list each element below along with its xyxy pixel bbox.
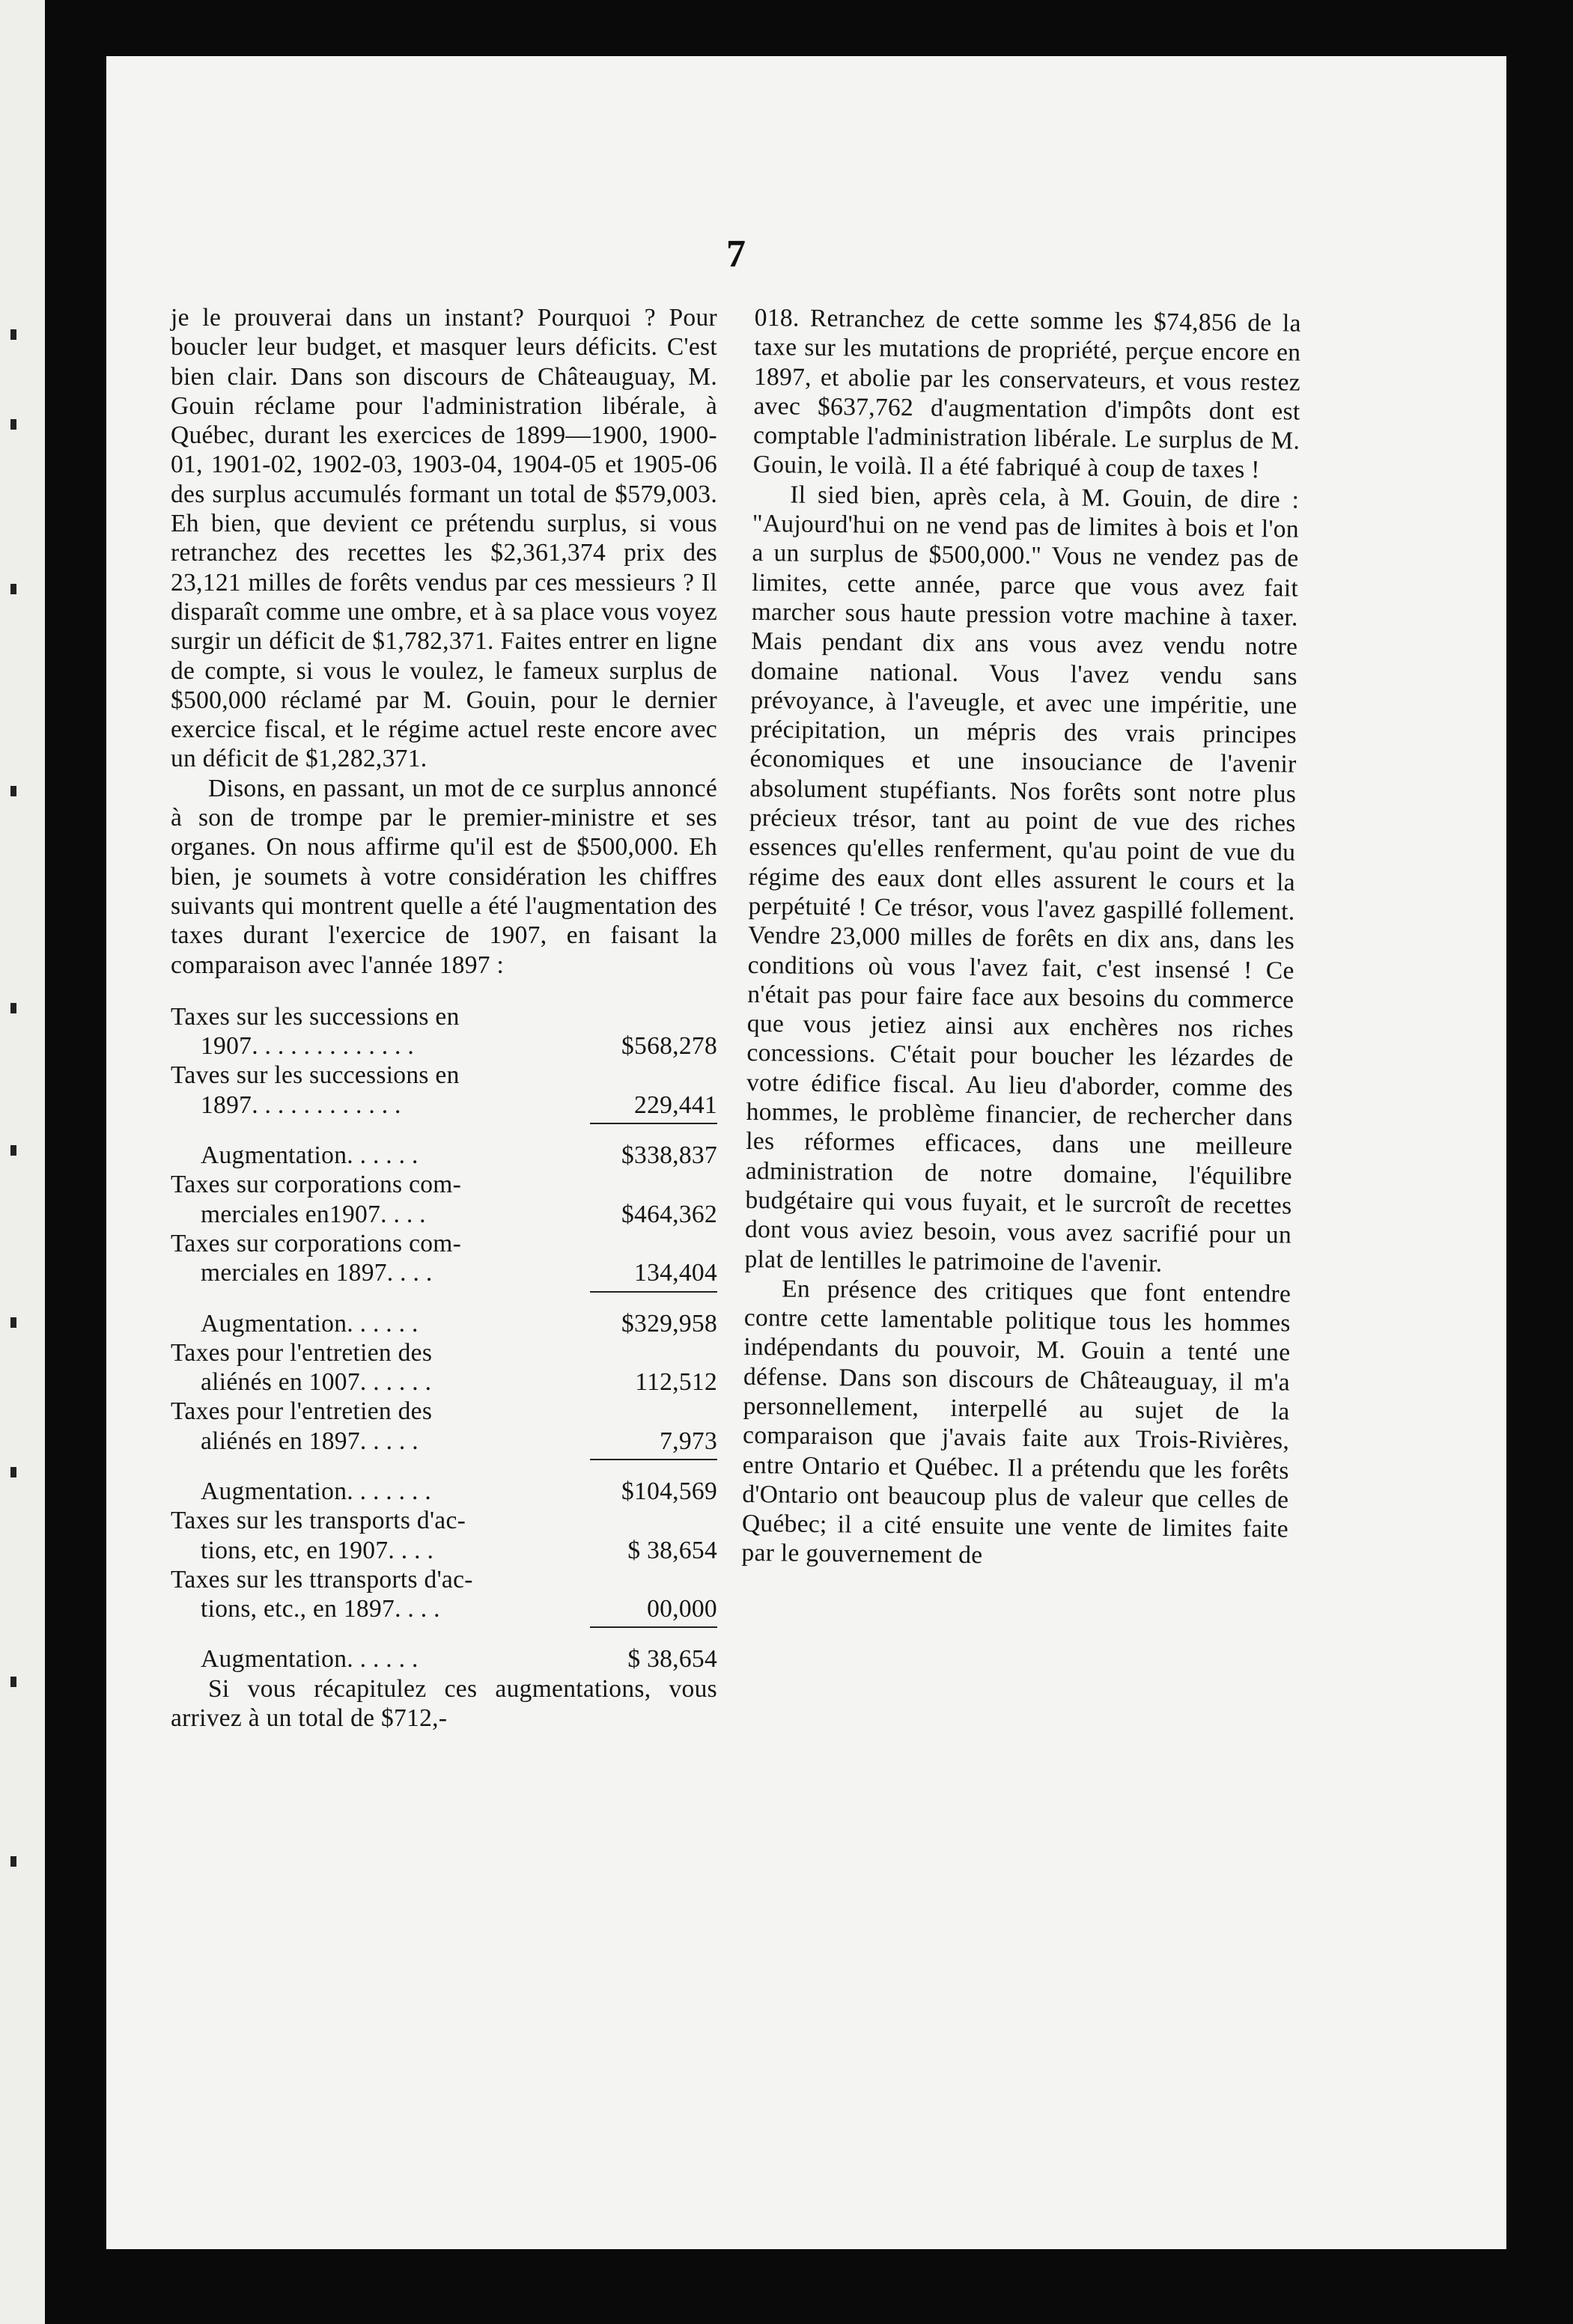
- tax-row-year: tions, etc, en 1907. . . .: [201, 1536, 434, 1564]
- edge-mark: [10, 419, 16, 430]
- tax-row: [171, 1031, 717, 1061]
- edge-mark: [10, 1677, 16, 1687]
- tax-row-label: Taxes sur les successions en: [171, 1002, 460, 1031]
- tax-amount: 229,441: [634, 1091, 717, 1119]
- tax-amount: 134,404: [634, 1259, 717, 1287]
- tax-amount: $464,362: [621, 1200, 717, 1228]
- total-label: Augmentation. . . . . .: [201, 1141, 419, 1170]
- tax-total-row: [171, 1477, 717, 1506]
- tax-row: [171, 1536, 717, 1565]
- tax-total-row: [171, 1644, 717, 1674]
- sum-rule: [590, 1123, 717, 1124]
- paragraph: Si vous récapitulez ces augmentations, vous arrivez à un total de $712,-: [171, 1674, 717, 1733]
- tax-row: [171, 1258, 717, 1287]
- tax-row-year: merciales en1907. . . .: [201, 1200, 426, 1228]
- tax-row-label: Taxes pour l'entretien des: [171, 1397, 433, 1426]
- right-column: [741, 303, 1301, 1573]
- left-column: [171, 303, 717, 1733]
- edge-mark: [10, 1467, 16, 1477]
- sum-rule: [590, 1291, 717, 1293]
- total-amount: $104,569: [621, 1477, 717, 1505]
- edge-mark: [10, 1856, 16, 1867]
- edge-mark: [10, 329, 16, 340]
- tax-amount: 112,512: [635, 1368, 717, 1397]
- tax-row: [171, 1091, 717, 1120]
- edge-mark: [10, 1317, 16, 1328]
- tax-row: [171, 1594, 717, 1623]
- tax-row-year: merciales en 1897. . . .: [201, 1259, 433, 1287]
- tax-comparison-table: [171, 1002, 717, 1674]
- tax-row: [171, 1427, 717, 1456]
- edge-mark: [10, 1003, 16, 1013]
- tax-row-year: aliénés en 1897. . . . .: [201, 1427, 419, 1455]
- paragraph: En présence des critiques que font entendre contre cette lamentable politique tous les hommes indépendants du pouvoir, M. Gouin a tenté une défense. Dans son discours de Châteauguay, il m'a personnellement, interpellé au sujet de la comparaison que j'avais faite aux Trois-Rivières, entre Ontario et Québec. Il a prétendu que les forêts d'Ontario ont beaucoup plus de valeur que celles de Québec; il a cité ensuite une vente de limites faite par le gouvernement de: [741, 1275, 1291, 1570]
- tax-row-year: 1907. . . . . . . . . . . . .: [201, 1032, 415, 1061]
- tax-row: [171, 1200, 717, 1229]
- sum-rule: [590, 1459, 717, 1460]
- total-amount: $329,958: [621, 1309, 717, 1338]
- total-amount: $338,837: [621, 1141, 717, 1170]
- tax-row-label: Taxes sur les ttransports d'ac-: [171, 1565, 473, 1593]
- tax-row-label: Taxes sur corporations com-: [171, 1171, 462, 1199]
- tax-amount: 7,973: [660, 1427, 717, 1455]
- edge-mark: [10, 584, 16, 594]
- paragraph: je le prouverai dans un instant? Pourquoi ? Pour boucler leur budget, et masquer leurs déficits. C'est bien clair. Dans son discours de Châteauguay, M. Gouin réclame pour l'administration libérale, à Québec, durant les exercices de 1899—1900, 1900-01, 1901-02, 1902-03, 1903-04, 1904-05 et 1905-06 des surplus accumulés formant un total de $579,003. Eh bien, que devient ce prétendu surplus, si vous retranchez des recettes les $2,361,374 prix des 23,121 milles de forêts vendus par ces messieurs ? Il disparaît comme une ombre, et à sa place vous voyez surgir un déficit de $1,782,371. Faites entrer en ligne de compte, si vous le voulez, le fameux surplus de $500,000 réclamé par M. Gouin, pour le dernier exercice fiscal, et le régime actuel reste encore avec un déficit de $1,282,371.: [171, 304, 717, 773]
- paragraph: Disons, en passant, un mot de ce surplus annoncé à son de trompe par le premier-ministre et ses organes. On nous affirme qu'il est de $500,000. Eh bien, je soumets à votre considération les chiffres suivants qui montrent quelle a été l'augmentation des taxes durant l'exercice de 1907, en faisant la comparaison avec l'année 1897 :: [171, 774, 717, 979]
- tax-row-label: Taves sur les successions en: [171, 1061, 460, 1090]
- total-amount: $ 38,654: [627, 1645, 717, 1674]
- edge-mark: [10, 1145, 16, 1156]
- sum-rule: [590, 1626, 717, 1628]
- edge-mark: [10, 786, 16, 796]
- tax-amount: $568,278: [621, 1032, 717, 1061]
- tax-row-label: Taxes sur les transports d'ac-: [171, 1507, 466, 1535]
- tax-row-label: Taxes pour l'entretien des: [171, 1338, 433, 1367]
- tax-row: [171, 1367, 717, 1397]
- tax-row-year: 1897. . . . . . . . . . . .: [201, 1091, 401, 1119]
- tax-total-row: [171, 1141, 717, 1170]
- tax-row-label: Taxes sur corporations com-: [171, 1229, 462, 1257]
- total-label: Augmentation. . . . . .: [201, 1309, 419, 1338]
- paragraph: Il sied bien, après cela, à M. Gouin, de dire : "Aujourd'hui on ne vend pas de limites à bois et l'on a un surplus de $500,000." Vous ne vendez pas de limites, cette année, parce que vous avez fait marcher sous haute pression votre machine à taxer. Mais pendant dix ans vous avez vendu notre domaine national. Vous l'avez vendu sans prévoyance, à l'aveugle, et avec une impéritie, une précipitation, un mépris des vrais principes économiques et une insouciance de l'avenir absolument stupéfiants. Nos forêts sont notre plus précieux trésor, tant au point de vue des riches essences qu'elles renferment, qu'au point de vue du régime des eaux dont elles assurent le cours et la perpétuité ! Ce trésor, vous l'avez gaspillé follement. Vendre 23,000 milles de forêts en dix ans, dans les conditions où vous l'avez fait, c'est insensé ! Ce n'était pas pour faire face aux besoins du commerce que vous jetiez ainsi aux enchères nos riches concessions. C'était pour boucher les lézardes de votre édifice fiscal. Au lieu d'aborder, comme des hommes, le problème financier, de rechercher dans les réformes efficaces, dans une meilleure administration de notre domaine, l'équilibre budgétaire qui vous fuyait, et le surcroît de recettes dont vous aviez besoin, vous avez sacrifié pour un plat de lentilles le patrimoine de l'avenir.: [744, 481, 1300, 1278]
- paragraph: 018. Retranchez de cette somme les $74,856 de la taxe sur les mutations de propriété, perçue encore en 1897, et abolie par les conservateurs, et vous restez avec $637,762 d'augmentation d'impôts dont est comptable l'administration libérale. Le surplus de M. Gouin, le voilà. Il a été fabriqué à coup de taxes !: [752, 303, 1301, 484]
- adjacent-page-edge: [0, 0, 45, 2324]
- tax-row-year: aliénés en 1007. . . . . .: [201, 1368, 432, 1397]
- total-label: Augmentation. . . . . .: [201, 1645, 419, 1674]
- tax-amount: 00,000: [647, 1595, 717, 1623]
- total-label: Augmentation. . . . . . .: [201, 1477, 432, 1505]
- tax-total-row: [171, 1309, 717, 1338]
- tax-row-year: tions, etc., en 1897. . . .: [201, 1595, 440, 1623]
- tax-amount: $ 38,654: [627, 1536, 717, 1564]
- page-number: 7: [726, 233, 746, 275]
